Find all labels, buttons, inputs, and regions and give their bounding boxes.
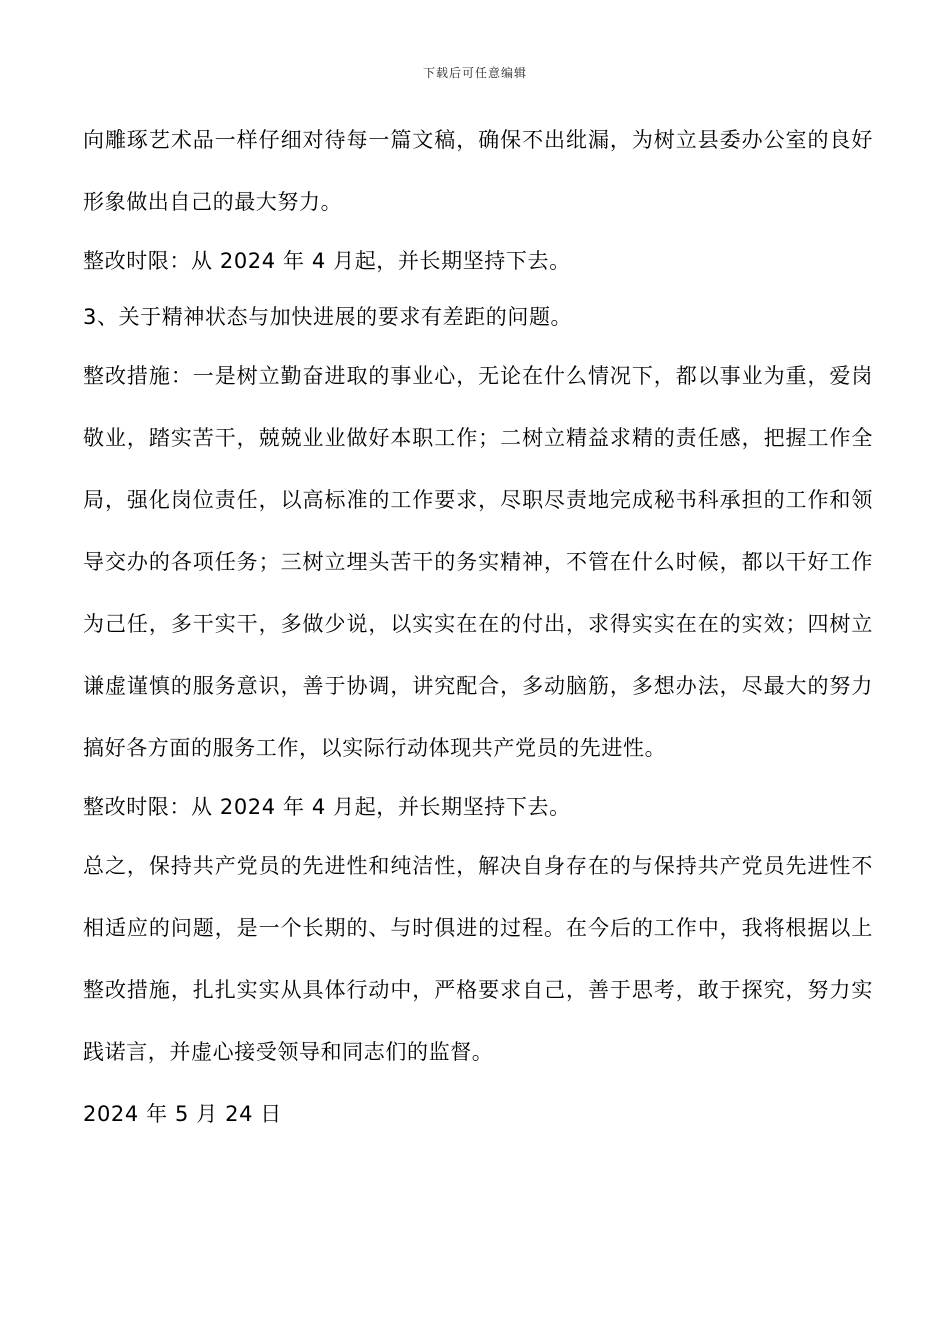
document-body <box>83 109 873 1145</box>
paragraph-deadline-1: 整改时限：从 2024 年 4 月起，并长期坚持下去。 <box>83 249 571 273</box>
paragraph-continuation: 向雕琢艺术品一样仔细对待每一篇文稿，确保不出纰漏，为树立县委办公室的良好形象做出自己的最大努力。 <box>83 128 873 214</box>
page-header-note: 下载后可任意编辑 <box>422 66 527 80</box>
paragraph-measures: 整改措施：一是树立勤奋进取的事业心，无论在什么情况下，都以事业为重，爱岗敬业，踏实苦干，兢兢业业做好本职工作；二树立精益求精的责任感，把握工作全局，强化岗位责任，以高标准的工作要求，尽职尽责地完成秘书科承担的工作和领导交办的各项任务；三树立埋头苦干的务实精神，不管在什么时候，都以干好工作为己任，多干实干，多做少说，以实实在在的付出，求得实实在在的实效；四树立谦虚谨慎的服务意识，善于协调，讲究配合，多动脑筋，多想办法，尽最大的努力搞好各方面的服务工作，以实际行动体现共产党员的先进性。 <box>83 364 873 760</box>
paragraph-deadline-2: 整改时限：从 2024 年 4 月起，并长期坚持下去。 <box>83 795 571 819</box>
paragraph-conclusion: 总之，保持共产党员的先进性和纯洁性，解决自身存在的与保持共产党员先进性不相适应的问题，是一个长期的、与时俱进的过程。在今后的工作中，我将根据以上整改措施，扎扎实实从具体行动中，严格要求自己，善于思考，敢于探究，努力实践诺言，并虚心接受领导和同志们的监督。 <box>83 854 873 1064</box>
paragraph-issue-3-heading: 3、关于精神状态与加快进展的要求有差距的问题。 <box>83 305 573 329</box>
signature-date: 2024 年 5 月 24 日 <box>83 1102 282 1126</box>
